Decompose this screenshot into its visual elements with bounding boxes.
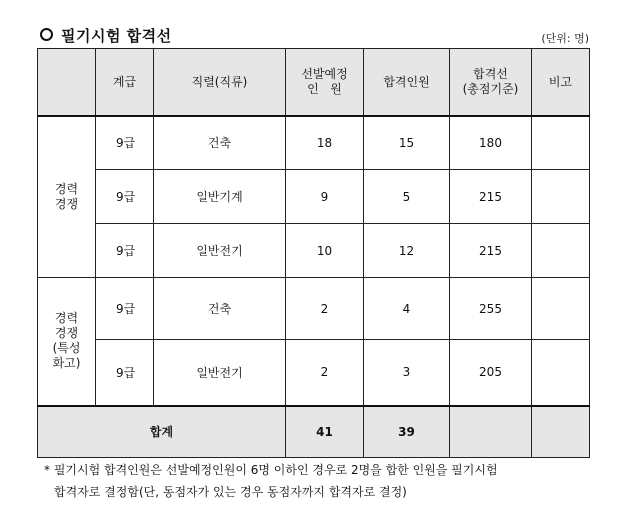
cell-passed: 3 bbox=[364, 340, 450, 406]
page-title-text: 필기시험 합격선 bbox=[61, 27, 172, 45]
total-passed: 39 bbox=[364, 406, 450, 458]
header-passed: 합격인원 bbox=[364, 49, 450, 116]
cell-passed: 4 bbox=[364, 278, 450, 340]
group-label-line: 경력 bbox=[54, 311, 79, 326]
cell-grade: 9급 bbox=[96, 170, 154, 224]
footnote-line1: * 필기시험 합격인원은 선발예정인원이 6명 이하인 경우로 2명을 합한 인원을 필기시험 bbox=[44, 463, 498, 477]
cell-position: 일반전기 bbox=[154, 224, 286, 278]
cell-cutoff: 215 bbox=[450, 224, 532, 278]
group-label-career bbox=[38, 116, 96, 278]
header-grade: 계급 bbox=[96, 49, 154, 116]
total-cutoff bbox=[450, 406, 532, 458]
header-planned-line1: 선발예정 bbox=[301, 66, 348, 81]
cell-cutoff: 205 bbox=[450, 340, 532, 406]
group-label-line: 경쟁 bbox=[54, 196, 79, 211]
cell-passed: 5 bbox=[364, 170, 450, 224]
cell-grade: 9급 bbox=[96, 278, 154, 340]
cell-grade: 9급 bbox=[96, 224, 154, 278]
header-row bbox=[38, 49, 590, 116]
cell-remarks bbox=[532, 116, 590, 170]
group-label-line: (특성 bbox=[52, 341, 81, 356]
cell-planned: 2 bbox=[286, 278, 364, 340]
cell-position: 일반전기 bbox=[154, 340, 286, 406]
page-title bbox=[40, 25, 172, 46]
total-remarks bbox=[532, 406, 590, 458]
table-row bbox=[38, 116, 590, 170]
total-row bbox=[38, 406, 590, 458]
header-group bbox=[38, 49, 96, 116]
cell-remarks bbox=[532, 224, 590, 278]
cell-position: 건축 bbox=[154, 116, 286, 170]
unit-label: (단위: 명) bbox=[541, 32, 589, 45]
table-row bbox=[38, 340, 590, 406]
cutoff-table bbox=[37, 48, 590, 458]
circle-bullet-icon bbox=[40, 28, 53, 41]
cell-grade: 9급 bbox=[96, 340, 154, 406]
header-planned-line2: 인 원 bbox=[307, 81, 342, 96]
total-planned: 41 bbox=[286, 406, 364, 458]
cell-grade: 9급 bbox=[96, 116, 154, 170]
header-cutoff-line2: (총점기준) bbox=[462, 81, 519, 96]
table-row bbox=[38, 278, 590, 340]
cell-remarks bbox=[532, 278, 590, 340]
table-row bbox=[38, 170, 590, 224]
group-label-line: 경력 bbox=[54, 181, 79, 196]
cell-cutoff: 180 bbox=[450, 116, 532, 170]
cell-position: 건축 bbox=[154, 278, 286, 340]
footnote bbox=[44, 459, 604, 503]
cell-planned: 18 bbox=[286, 116, 364, 170]
cell-planned: 10 bbox=[286, 224, 364, 278]
cell-cutoff: 255 bbox=[450, 278, 532, 340]
total-label: 합계 bbox=[38, 406, 286, 458]
cell-cutoff: 215 bbox=[450, 170, 532, 224]
header-planned bbox=[286, 49, 364, 116]
group-label-line: 화고) bbox=[52, 356, 81, 371]
header-cutoff-line1: 합격선 bbox=[473, 66, 508, 81]
cell-passed: 12 bbox=[364, 224, 450, 278]
table-row bbox=[38, 224, 590, 278]
group-label-line: 경쟁 bbox=[54, 326, 79, 341]
cell-position: 일반기계 bbox=[154, 170, 286, 224]
cell-planned: 9 bbox=[286, 170, 364, 224]
group-label-career-specialized bbox=[38, 278, 96, 406]
cell-remarks bbox=[532, 170, 590, 224]
cell-planned: 2 bbox=[286, 340, 364, 406]
cell-remarks bbox=[532, 340, 590, 406]
cell-passed: 15 bbox=[364, 116, 450, 170]
header-position: 직렬(직류) bbox=[154, 49, 286, 116]
footnote-line2: 합격자로 결정함(단, 동점자가 있는 경우 동점자까지 합격자로 결정) bbox=[54, 485, 407, 499]
header-remarks: 비고 bbox=[532, 49, 590, 116]
header-cutoff bbox=[450, 49, 532, 116]
